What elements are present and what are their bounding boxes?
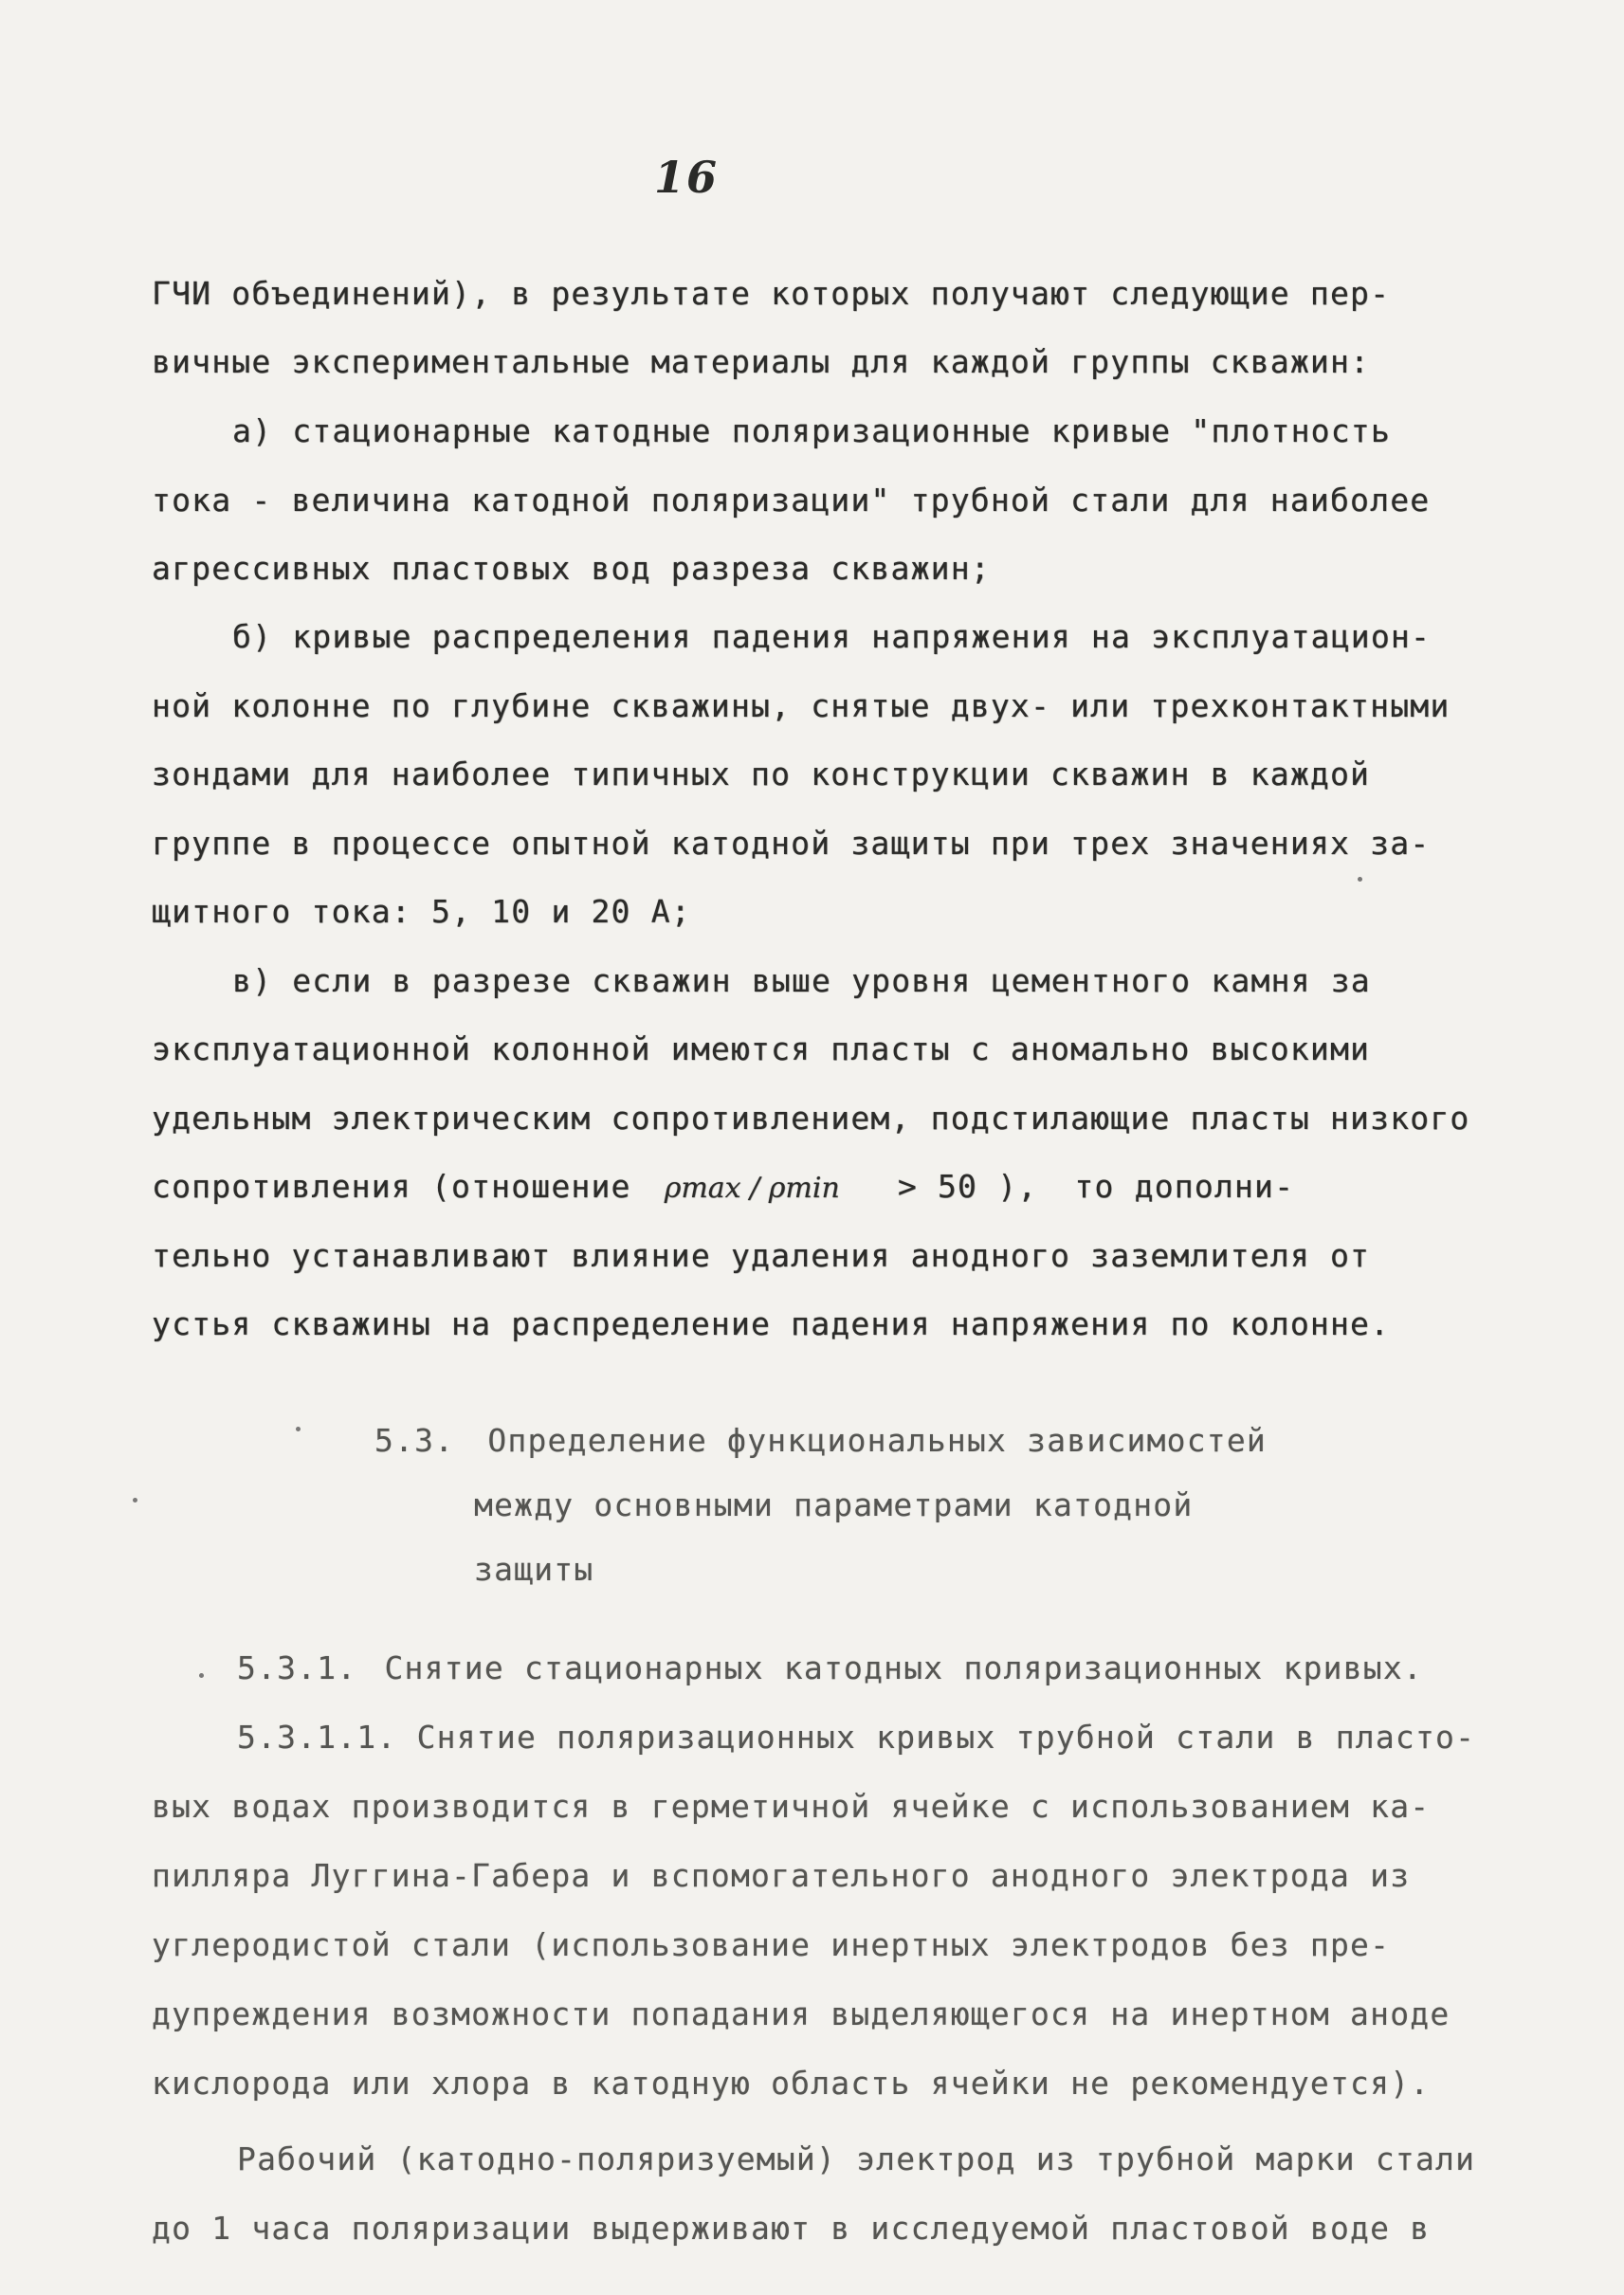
text-line: углеродистой стали (использование инертных электродов без пре- [152,1926,1391,1963]
text-line: ГЧИ объединений), в результате которых получают следующие пер- [152,275,1391,312]
text-line: тельно устанавливают влияние удаления анодного заземлителя от [152,1237,1371,1274]
section-title-line: между основными параметрами катодной [474,1486,1194,1523]
text-line: кислорода или хлора в катодную область ячейки не рекомендуется). [152,2065,1431,2102]
text-line: ной колонне по глубине скважины, снятые двух- или трехконтактными [152,687,1451,724]
text-line: до 1 часа поляризации выдерживают в исследуемой пластовой воде в [152,2210,1431,2247]
text-line: Рабочий (катодно-поляризуемый) электрод из трубной марки стали [237,2140,1476,2177]
text-line: пилляра Луггина-Габера и вспомогательного анодного электрода из [152,1857,1411,1894]
list-item-c: в) если в разрезе скважин выше уровня цементного камня за [232,962,1371,999]
scan-speck [296,1427,301,1431]
text-line: устья скважины на распределение падения напряжения по колонне. [152,1305,1391,1342]
text-fragment: сопротивления (отношение [152,1168,631,1205]
resistivity-ratio-formula: ρmax / ρmin [664,1172,840,1205]
section-title-line: Определение функциональных зависимостей [487,1422,1267,1459]
section-title-line: защиты [474,1551,594,1588]
text-line: тока - величина катодной поляризации" трубной стали для наиболее [152,482,1431,519]
list-item-a: а) стационарные катодные поляризационные кривые "плотность [232,412,1391,449]
text-line: эксплуатационной колонной имеются пласты с аномально высокими [152,1030,1371,1067]
subsection-number: 5.3.1. [237,1649,357,1686]
scan-speck [1358,877,1362,882]
text-line: щитного тока: 5, 10 и 20 А; [152,893,691,930]
text-fragment: > 50 ), [897,1168,1038,1205]
section-heading [374,1422,1267,1459]
text-fragment: то дополни- [1074,1168,1295,1205]
text-line: агрессивных пластовых вод разреза скважин; [152,550,991,587]
text-line: группе в процессе опытной катодной защиты при трех значениях за- [152,825,1431,862]
text-line: дупреждения возможности попадания выделяющегося на инертном аноде [152,1995,1451,2032]
text-line: зондами для наиболее типичных по конструкции скважин в каждой [152,756,1371,792]
section-number: 5.3. [374,1422,455,1459]
text-line-with-formula [152,1168,1294,1205]
scan-speck [199,1673,204,1678]
text-line: вичные экспериментальные материалы для каждой группы скважин: [152,343,1371,380]
subsection-title: Снятие стационарных катодных поляризационных кривых. [384,1649,1424,1686]
subsection-heading [237,1649,1423,1686]
scan-speck [133,1498,137,1503]
page-number: 16 [654,152,720,203]
text-line: вых водах производится в герметичной ячейке с использованием ка- [152,1788,1431,1825]
text-line: 5.3.1.1. Снятие поляризационных кривых трубной стали в пласто- [237,1719,1476,1756]
text-line: удельным электрическим сопротивлением, подстилающие пласты низкого [152,1100,1470,1137]
list-item-b: б) кривые распределения падения напряжения на эксплуатацион- [232,618,1432,655]
